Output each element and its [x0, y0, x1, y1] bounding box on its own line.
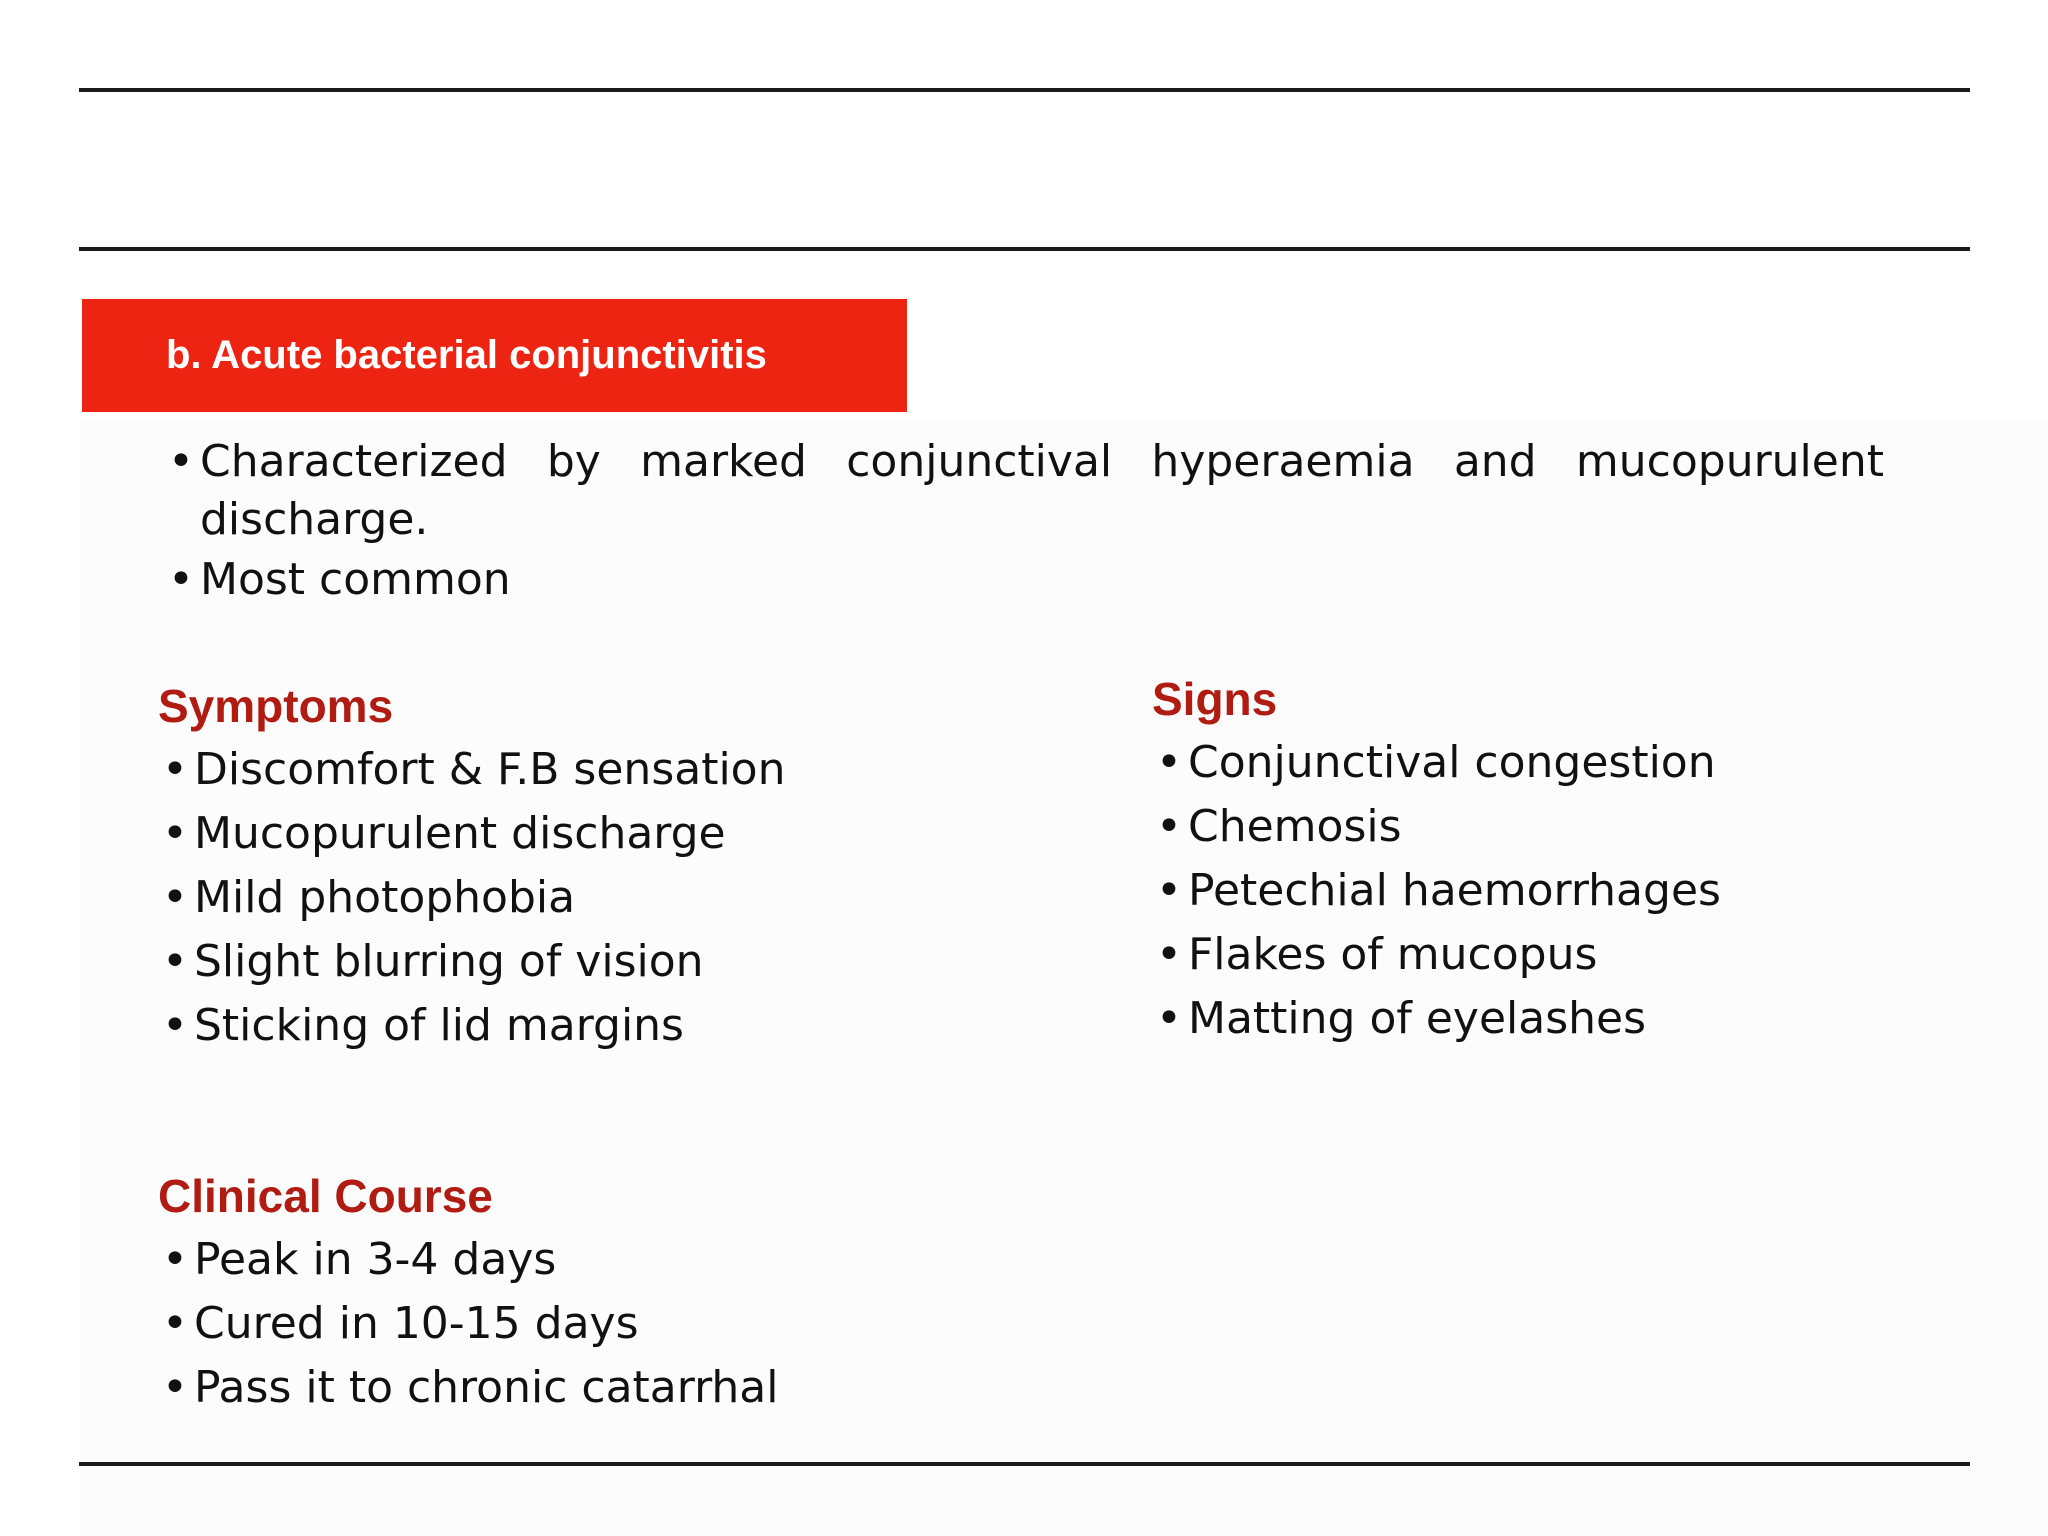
course-item: [158, 1292, 778, 1356]
sign-text: Chemosis: [1188, 801, 1402, 852]
sign-text: Conjunctival congestion: [1188, 737, 1716, 788]
symptom-text: Slight blurring of vision: [194, 936, 704, 987]
bullet-icon: •: [162, 1000, 188, 1051]
symptom-item: [158, 738, 786, 802]
signs-heading: Signs: [1152, 673, 1278, 725]
course-item: [158, 1356, 778, 1420]
signs-list: [1152, 731, 1721, 1051]
bullet-icon: •: [162, 1234, 188, 1285]
symptom-item: [158, 802, 786, 866]
symptom-item: [158, 994, 786, 1058]
clinical-course-list: [158, 1228, 778, 1420]
sign-item: [1152, 987, 1721, 1051]
bullet-icon: •: [1156, 737, 1182, 788]
symptom-text: Mucopurulent discharge: [194, 808, 726, 859]
sign-item: [1152, 923, 1721, 987]
bullet-icon: •: [168, 554, 194, 605]
bullet-icon: •: [162, 1298, 188, 1349]
sign-text: Petechial haemorrhages: [1188, 865, 1721, 916]
bullet-icon: •: [168, 436, 194, 487]
sign-item: [1152, 795, 1721, 859]
footer-divider: [79, 1462, 1970, 1466]
header-divider: [79, 247, 1970, 251]
sign-item: [1152, 731, 1721, 795]
intro-item-text: Characterized by marked conjunctival hyperaemia and mucopurulent discharge.: [200, 436, 1884, 545]
bullet-icon: •: [162, 1362, 188, 1413]
symptom-item: [158, 866, 786, 930]
symptom-text: Discomfort & F.B sensation: [194, 744, 786, 795]
sign-item: [1152, 859, 1721, 923]
bullet-icon: •: [162, 808, 188, 859]
course-text: Peak in 3-4 days: [194, 1234, 557, 1285]
clinical-course-heading: Clinical Course: [158, 1170, 493, 1222]
bullet-icon: •: [1156, 801, 1182, 852]
intro-item-text: Most common: [200, 554, 511, 605]
sign-text: Flakes of mucopus: [1188, 929, 1598, 980]
symptoms-heading: Symptoms: [158, 680, 394, 732]
bullet-icon: •: [1156, 993, 1182, 1044]
intro-list: [164, 433, 1884, 611]
bullet-icon: •: [1156, 929, 1182, 980]
intro-item: [164, 551, 1884, 609]
slide-title: b. Acute bacterial conjunctivitis: [166, 333, 767, 377]
course-item: [158, 1228, 778, 1292]
bullet-icon: •: [162, 872, 188, 923]
symptoms-list: [158, 738, 786, 1058]
title-banner: [82, 299, 907, 412]
top-divider: [79, 88, 1970, 92]
bullet-icon: •: [162, 744, 188, 795]
bullet-icon: •: [162, 936, 188, 987]
symptom-item: [158, 930, 786, 994]
symptom-text: Mild photophobia: [194, 872, 576, 923]
intro-item: [164, 433, 1884, 549]
course-text: Pass it to chronic catarrhal: [194, 1362, 779, 1413]
bullet-icon: •: [1156, 865, 1182, 916]
symptom-text: Sticking of lid margins: [194, 1000, 684, 1051]
course-text: Cured in 10-15 days: [194, 1298, 639, 1349]
sign-text: Matting of eyelashes: [1188, 993, 1647, 1044]
